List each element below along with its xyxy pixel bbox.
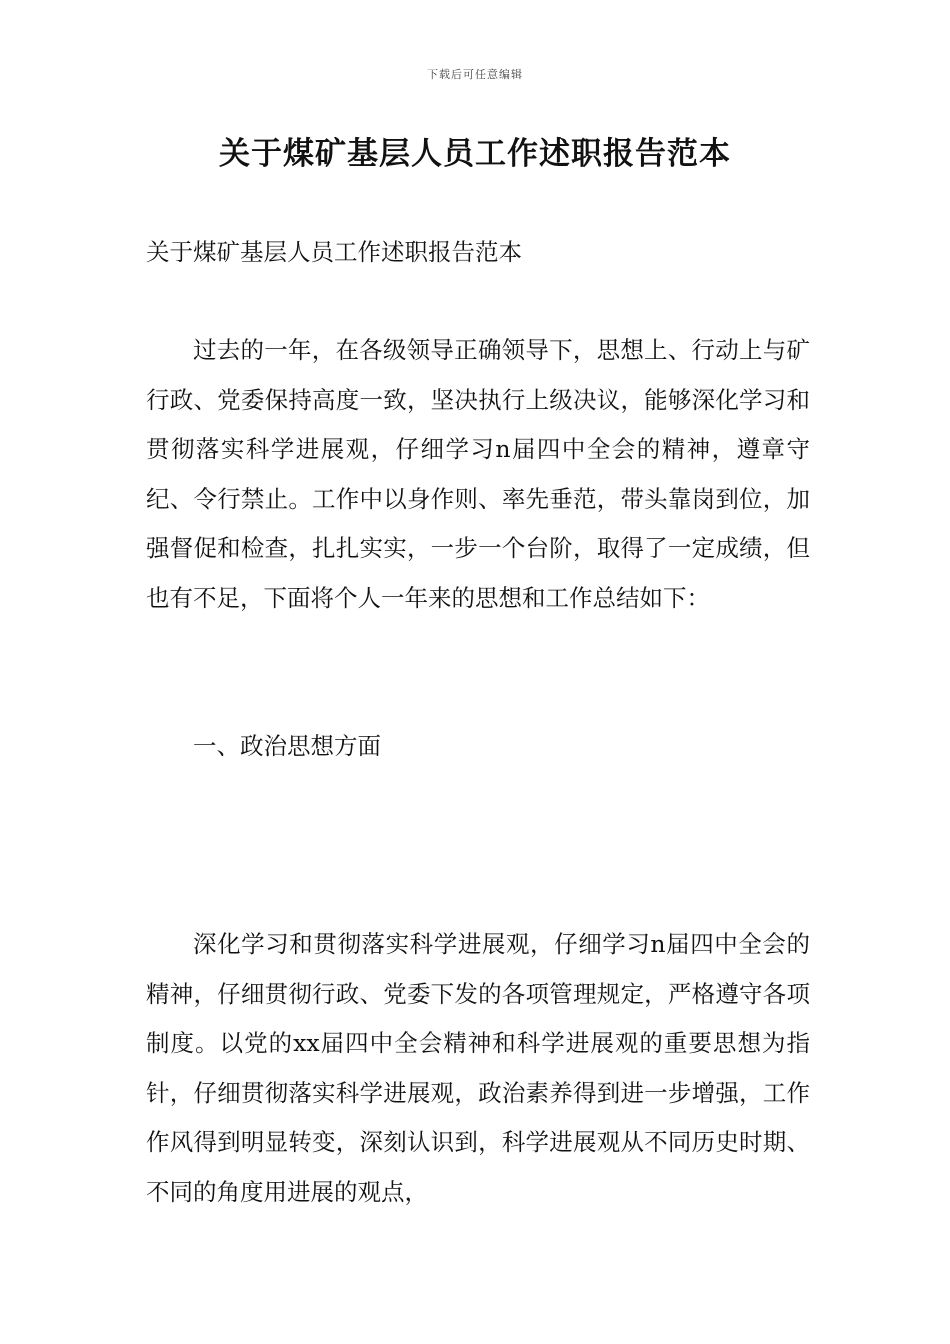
document-title: 关于煤矿基层人员工作述职报告范本 [219, 136, 731, 172]
section-heading: 一、政治思想方面 [193, 732, 381, 760]
subtitle-line: 关于煤矿基层人员工作述职报告范本 [146, 238, 522, 266]
paragraph-intro: 过去的一年，在各级领导正确领导下，思想上、行动上与矿行政、党委保持高度一致，坚决执行上级决议，能够深化学习和贯彻落实科学进展观，仔细学习n届四中全会的精神，遵章守纪、令行禁止。工作中以身作则、率先垂范，带头靠岗到位，加强督促和检查，扎扎实实，一步一个台阶，取得了一定成绩，但也有不足，下面将个人一年来的思想和工作总结如下： [146, 336, 810, 612]
paragraph-political: 深化学习和贯彻落实科学进展观，仔细学习n届四中全会的精神，仔细贯彻行政、党委下发的各项管理规定，严格遵守各项制度。以党的xx届四中全会精神和科学进展观的重要思想为指针，仔细贯彻落实科学进展观，政治素养得到进一步增强，工作作风得到明显转变，深刻认识到，科学进展观从不同历史时期、不同的角度用进展的观点， [146, 930, 810, 1206]
header-note: 下载后可任意编辑 [427, 68, 523, 81]
